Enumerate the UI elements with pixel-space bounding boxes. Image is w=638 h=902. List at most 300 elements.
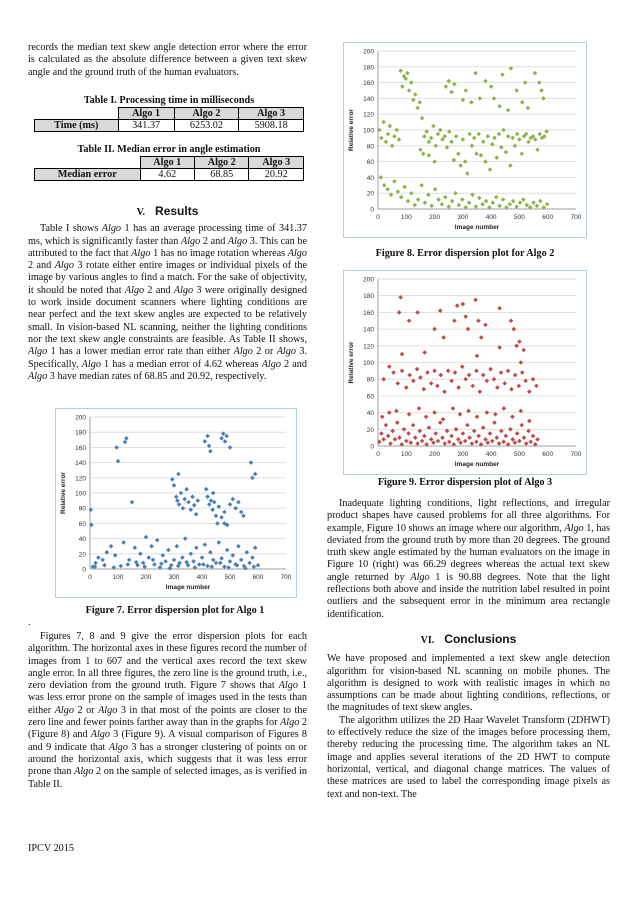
text-run: 1 has an average processing time of 341.37 ms, which is significantly faster than [28, 223, 307, 247]
data-point [102, 563, 107, 568]
data-point [531, 377, 536, 382]
data-point [435, 384, 440, 389]
data-point [441, 335, 446, 340]
data-point [476, 132, 481, 137]
data-point [420, 439, 425, 444]
text-run: 2 or [73, 704, 99, 716]
data-point [436, 132, 441, 137]
data-point [508, 163, 513, 168]
right-column-text [327, 498, 610, 801]
data-point [387, 364, 392, 369]
algo-term: Algo [28, 370, 48, 382]
results-paragraph [28, 223, 307, 383]
x-tick-label: 400 [485, 214, 497, 221]
data-point [478, 96, 483, 101]
data-point [400, 352, 405, 357]
text-run: 2 on the sample of selected images, as is verified in Table II. [28, 766, 307, 790]
data-point [252, 564, 257, 569]
x-tick-label: 200 [429, 451, 441, 458]
x-tick-label: 100 [400, 451, 412, 458]
data-point [537, 80, 542, 85]
y-axis-label: Relative error [348, 109, 355, 151]
data-point [545, 202, 550, 207]
data-point [488, 431, 493, 436]
data-point [527, 419, 532, 424]
data-point [256, 563, 261, 568]
data-point [504, 150, 509, 155]
data-point [492, 420, 497, 425]
y-tick-label: 120 [75, 475, 86, 483]
text-run: 2 and [144, 284, 174, 296]
text-run: Table I shows [40, 223, 102, 235]
algo-term: Algo [280, 717, 300, 729]
data-point [253, 472, 258, 477]
figure-8-frame [343, 42, 587, 238]
data-point [497, 104, 502, 109]
y-tick-label: 100 [75, 490, 86, 498]
data-point [130, 500, 135, 505]
data-point [447, 440, 452, 445]
data-point [478, 389, 483, 394]
x-tick-label: 0 [376, 451, 380, 458]
table-2 [34, 156, 304, 181]
figures-paragraph [28, 631, 307, 791]
data-point [517, 339, 522, 344]
y-tick-label: 40 [366, 410, 374, 418]
table-row-label: Time (ms) [35, 120, 119, 132]
data-point [231, 497, 236, 502]
data-point [483, 437, 488, 442]
text-run: 3 has a stronger clustering of points on or around the horizontal axis, which suggests that it was less error prone than [28, 741, 307, 778]
table-2-caption: Table II. Median error in angle estimation [77, 144, 261, 155]
data-point [388, 441, 393, 446]
algo-term: Algo [98, 704, 118, 716]
algo-term: Algo [278, 680, 298, 692]
y-axis-label: Relative error [60, 472, 67, 514]
data-point [474, 151, 479, 156]
data-point [460, 197, 465, 202]
data-point [228, 559, 233, 564]
data-point [475, 414, 480, 419]
data-point [488, 167, 493, 172]
data-point [93, 561, 98, 566]
data-point [510, 437, 515, 442]
data-point [515, 132, 520, 137]
data-point [250, 555, 255, 560]
data-point [497, 132, 502, 137]
data-point [485, 410, 490, 415]
data-point [413, 92, 418, 97]
data-point [526, 140, 531, 145]
y-tick-label: 60 [78, 520, 86, 528]
data-point [506, 108, 511, 113]
figure-9-caption: Figure 9. Error dispersion plot of Algo 3 [377, 477, 553, 488]
data-point [433, 431, 438, 436]
data-point [436, 439, 441, 444]
data-point [184, 487, 189, 492]
y-tick-label: 0 [370, 206, 374, 214]
x-tick-label: 600 [542, 214, 554, 221]
data-point [454, 427, 459, 432]
data-point [425, 370, 430, 375]
data-point [219, 436, 224, 441]
data-point [502, 406, 507, 411]
data-point [384, 140, 389, 145]
data-point [421, 151, 426, 156]
algo-term: Algo [173, 284, 194, 296]
table-1 [34, 107, 304, 132]
text-run: 1 is 90.88 degrees. Note that the light reflections both above and inside the nutrition label resulted in point outliers and the subsequent error in the minimum area rectangle identification. [327, 571, 610, 620]
data-point [429, 437, 434, 442]
data-point [458, 163, 463, 168]
y-tick-label: 180 [75, 429, 86, 437]
data-point [222, 564, 227, 569]
data-point [541, 96, 546, 101]
algo-term: Algo [180, 235, 201, 247]
table-header-cell: Algo 2 [174, 108, 239, 120]
y-tick-label: 100 [363, 360, 374, 367]
data-point [417, 406, 422, 411]
data-point [438, 420, 443, 425]
data-point [211, 558, 216, 563]
data-point [467, 132, 472, 137]
x-tick-label: 300 [457, 214, 469, 221]
data-point [461, 302, 466, 307]
data-point [189, 552, 194, 557]
section-heading-results [28, 205, 307, 219]
data-point [443, 195, 448, 200]
algo-term: Algo [101, 223, 122, 235]
data-point [214, 561, 219, 566]
text-run: 1 was less error prone on the sample of images used in the tests than either [28, 680, 308, 716]
text-run: 3. This can be attributed to the fact that [28, 235, 307, 259]
data-point [491, 200, 496, 205]
data-point [479, 153, 484, 158]
data-point [535, 437, 540, 442]
data-point [203, 542, 208, 547]
data-point [196, 498, 201, 503]
data-point [391, 370, 396, 375]
y-tick-label: 200 [363, 276, 374, 284]
y-tick-label: 40 [78, 536, 86, 544]
y-axis-label: Relative error [348, 341, 355, 384]
data-point [415, 106, 420, 111]
data-point [405, 71, 410, 76]
data-point [449, 434, 454, 439]
algo-term: Algo [261, 358, 281, 370]
table-cell: 68.85 [195, 169, 249, 181]
data-point [508, 202, 513, 207]
data-point [539, 88, 544, 93]
data-point [474, 369, 479, 374]
data-point [484, 199, 489, 204]
section-title: Results [155, 204, 199, 218]
data-point [438, 373, 443, 378]
table-cell-blank [35, 108, 119, 120]
data-point [172, 483, 177, 488]
x-axis-label: Image number [454, 461, 500, 468]
data-point [423, 200, 428, 205]
data-point [249, 460, 254, 465]
data-point [469, 100, 474, 105]
y-tick-label: 20 [78, 551, 86, 559]
data-point [194, 545, 199, 550]
data-point [500, 72, 505, 77]
data-point [239, 558, 244, 563]
data-point [436, 197, 441, 202]
table-row [35, 120, 304, 132]
data-point [455, 303, 460, 308]
page-footer: IPCV 2015 [28, 843, 74, 854]
section-number: VI. [420, 634, 435, 646]
data-point [96, 555, 101, 560]
y-tick-label: 160 [363, 309, 374, 317]
data-point [446, 204, 451, 209]
data-point [241, 514, 246, 519]
text-run: 3 in that most of the points are closer to the zero line and fewer points farther away than in the graphs for [28, 704, 307, 729]
data-point [409, 191, 414, 196]
data-point [519, 360, 524, 365]
data-point [381, 437, 386, 442]
data-point [497, 306, 502, 311]
x-tick-label: 300 [457, 451, 469, 458]
text-run: Figures 7, 8 and 9 give the error dispersion plots for each algorithm. The horizontal axes in these figures record the number of images from 1 to 607 and the vertical axes record the text skew angle error. In all three figures, the zero line is the ground truth, i.e., zero deviation from the ground truth. Figure 7 shows that [28, 631, 307, 692]
x-tick-label: 700 [570, 214, 582, 221]
data-point [392, 179, 397, 184]
table-header-cell: Algo 2 [195, 157, 249, 169]
stray-dot: . [28, 617, 31, 628]
algo-term: Algo [410, 571, 430, 583]
data-point [520, 100, 525, 105]
table-1-block [33, 95, 305, 132]
data-point [182, 497, 187, 502]
algo-term: Algo [90, 729, 110, 741]
data-point [501, 440, 506, 445]
data-point [535, 204, 540, 209]
data-point [472, 136, 477, 141]
data-point [488, 367, 493, 372]
algo-term: Algo [233, 346, 253, 358]
data-point [175, 544, 180, 549]
data-point [404, 439, 409, 444]
data-point [440, 202, 445, 207]
data-point [442, 389, 447, 394]
data-point [461, 431, 466, 436]
text-run: 2 (Figure 8) and [28, 717, 307, 741]
data-point [191, 559, 196, 564]
data-point [494, 195, 499, 200]
data-point [225, 548, 230, 553]
data-point [127, 558, 132, 563]
data-point [398, 68, 403, 73]
data-point [418, 100, 423, 105]
data-point [163, 559, 168, 564]
text-run: 3 were originally designed to work inside document scanners where lighting conditions are near perfect and the text skew angles are expected to be relatively small. In vision-based NL scanning, neither the lighting conditions nor the text skew angle constraints are feasible. As Table II shows, [28, 284, 308, 345]
data-point [470, 144, 475, 149]
y-tick-label: 100 [363, 127, 374, 135]
data-point [204, 487, 209, 492]
x-tick-label: 600 [542, 451, 554, 458]
y-tick-label: 140 [75, 460, 86, 468]
conclusions-paragraph-2: The algorithm utilizes the 2D Haar Wavelet Transform (2DHWT) to effectively reduce the size of the images before processing them, thereby reducing the processing time. The algorithm takes an NL image and applies several iterations of the 2D HWT to compute horizontal, vertical, and diagonal change matrices. The values of these matrices are used to label the corresponding image pixels as text and non-text. The [327, 714, 610, 800]
data-point [419, 183, 424, 188]
table-row [35, 169, 304, 181]
data-point [517, 439, 522, 444]
data-point [479, 335, 484, 340]
data-point [385, 187, 390, 192]
figure-7-caption: Figure 7. Error dispersion plot for Algo 1 [85, 605, 265, 616]
data-point [492, 136, 497, 141]
data-point [394, 128, 399, 133]
data-point [416, 197, 421, 202]
data-point [412, 203, 417, 208]
data-point [511, 327, 516, 332]
data-point [420, 116, 425, 121]
data-point [458, 440, 463, 445]
x-tick-label: 500 [513, 451, 525, 458]
data-point [190, 495, 195, 500]
data-point [404, 385, 409, 390]
data-point [509, 387, 514, 392]
algo-term: Algo [131, 247, 151, 259]
data-point [205, 564, 210, 569]
data-point [519, 423, 524, 428]
text-run: 2 and [200, 235, 228, 247]
x-tick-label: 700 [280, 574, 292, 581]
x-tick-label: 700 [570, 451, 582, 458]
lighting-paragraph [327, 498, 610, 621]
left-column-top [28, 42, 307, 79]
figure-9-frame [343, 270, 587, 475]
data-point [379, 431, 384, 436]
data-point [433, 144, 438, 149]
data-point [126, 562, 131, 567]
data-point [476, 318, 481, 323]
conclusions-paragraph-1: We have proposed and implemented a text skew angle detection algorithm for vision-based NL scanning on mobile phones. The algorithm is designed to work with realistic images in which no assumptions can be made about lighting conditions, reflections, or the magnitudes of text skew angles. [327, 653, 610, 714]
data-point [442, 441, 447, 446]
data-point [422, 350, 427, 355]
data-point [406, 431, 411, 436]
data-point [427, 140, 432, 145]
data-point [531, 434, 536, 439]
data-point [201, 562, 206, 567]
data-point [523, 80, 528, 85]
y-tick-label: 200 [75, 414, 86, 422]
data-point [166, 548, 171, 553]
data-point [415, 310, 420, 315]
x-tick-label: 400 [196, 574, 208, 581]
data-point [483, 159, 488, 164]
data-point [481, 140, 486, 145]
data-point [214, 514, 219, 519]
data-point [100, 558, 105, 563]
data-point [386, 434, 391, 439]
data-point [463, 377, 468, 382]
data-point [475, 354, 480, 359]
data-point [384, 423, 389, 428]
x-tick-label: 0 [88, 574, 92, 581]
table-cell: 341.37 [118, 120, 174, 132]
data-point [386, 132, 391, 137]
table-cell-blank [35, 157, 141, 169]
data-point [489, 84, 494, 89]
data-point [522, 435, 527, 440]
data-point [467, 435, 472, 440]
data-point [450, 199, 455, 204]
figure-8-chart [344, 43, 586, 237]
table-cell: 20.92 [249, 169, 304, 181]
data-point [456, 437, 461, 442]
data-point [535, 147, 540, 152]
data-point [432, 327, 437, 332]
data-point [534, 384, 539, 389]
data-point [407, 373, 412, 378]
data-point [397, 137, 402, 142]
data-point [151, 558, 156, 563]
y-tick-label: 20 [366, 190, 374, 198]
data-point [473, 298, 478, 303]
data-point [526, 106, 531, 111]
data-point [409, 440, 414, 445]
data-point [444, 84, 449, 89]
data-point [183, 536, 188, 541]
section-number: V. [136, 207, 146, 218]
data-point [210, 564, 215, 569]
data-point [382, 183, 387, 188]
data-point [440, 435, 445, 440]
data-point [431, 440, 436, 445]
data-point [194, 512, 199, 517]
text-run: 1 has a median error of 4.62 whereas [100, 358, 262, 370]
table-2-block [33, 144, 305, 181]
y-tick-label: 120 [363, 111, 374, 119]
table-row [35, 108, 304, 120]
data-point [457, 203, 462, 208]
left-column-bottom [28, 631, 307, 791]
y-tick-label: 180 [363, 64, 374, 72]
data-point [474, 440, 479, 445]
algo-term: Algo [54, 260, 74, 272]
x-tick-label: 200 [429, 214, 441, 221]
y-tick-label: 60 [366, 393, 374, 401]
data-point [192, 503, 197, 508]
data-point [380, 414, 385, 419]
text-run: 2 or [252, 346, 277, 358]
data-point [223, 439, 228, 444]
data-point [476, 434, 481, 439]
data-point [429, 204, 434, 209]
x-tick-label: 200 [140, 574, 152, 581]
data-point [413, 435, 418, 440]
data-point [429, 136, 434, 141]
y-tick-label: 80 [78, 505, 86, 513]
table-row [35, 157, 304, 169]
data-point [514, 88, 519, 93]
data-point [124, 436, 129, 441]
data-point [433, 187, 438, 192]
data-point [215, 521, 220, 526]
algo-term: Algo [28, 346, 48, 358]
data-point [228, 502, 233, 507]
data-point [427, 153, 432, 158]
table-row-label: Median error [35, 169, 141, 181]
algo-term: Algo [54, 704, 74, 716]
data-point [480, 202, 485, 207]
data-point [438, 128, 443, 133]
table-header-cell: Algo 3 [239, 108, 304, 120]
data-point [474, 204, 479, 209]
y-tick-label: 60 [366, 159, 374, 167]
